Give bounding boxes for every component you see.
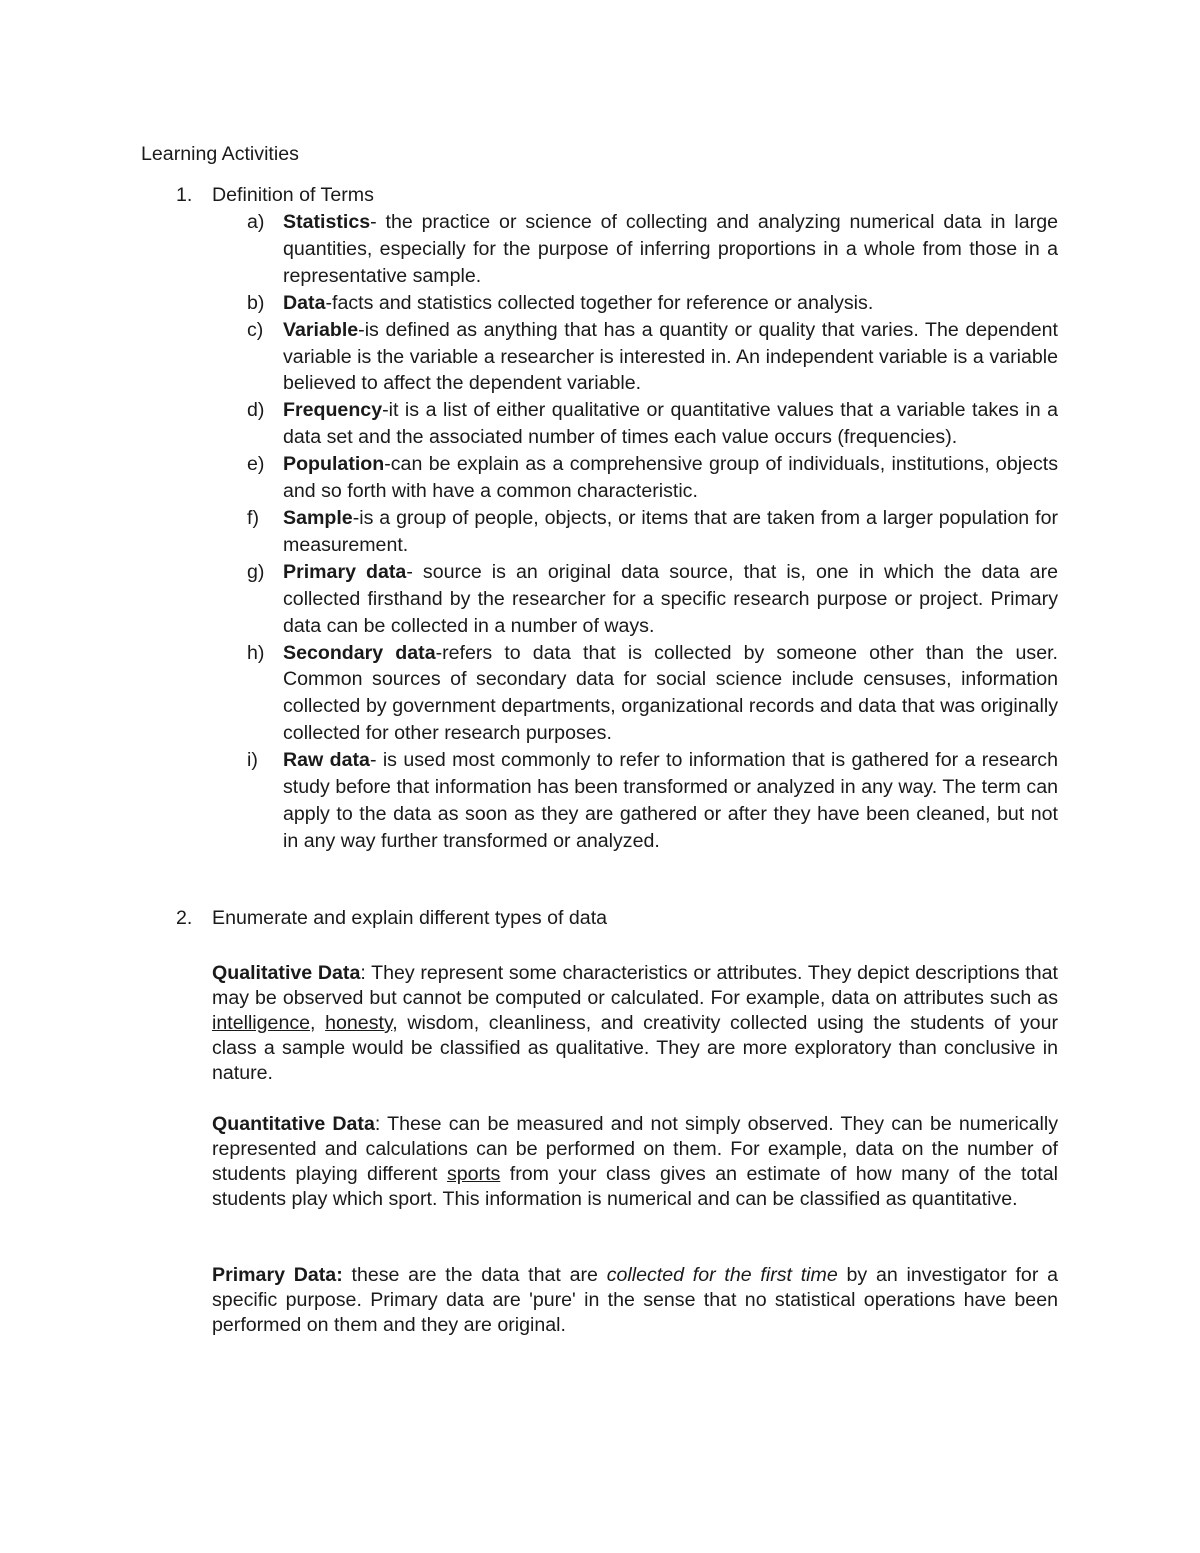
document-title: Learning Activities — [141, 143, 299, 165]
definition-text: - source is an original data source, that is, one in which the data are collected firsthand by the researcher for a specific research purpose or project. Primary data can be collected in a number of ways. — [283, 560, 1058, 637]
definition-item — [0, 209, 1058, 290]
quantitative-text-continued: from your class gives an estimate of how many of the total students play which sport. This information is numerical and can be classified as quantitative. — [212, 1163, 1059, 1210]
definition-letter: i) — [247, 749, 258, 772]
definition-text: -is defined as anything that has a quantity or quality that varies. The dependent variable is the variable a researcher is interested in. An independent variable is a variable believed to affect the dependent variable. — [283, 318, 1058, 395]
definition-letter: c) — [247, 318, 264, 341]
definition-term: Primary data — [283, 560, 407, 583]
quantitative-text: : These can be measured and not simply observed. They can be numerically represented and calculations can be performed on them. For example, data on the number of students playing different — [212, 1113, 1058, 1185]
definition-letter: h) — [247, 641, 265, 664]
definition-item — [0, 451, 1058, 505]
definition-item — [0, 397, 1058, 451]
primary-data-heading: Primary Data: — [212, 1264, 343, 1286]
section-1-number: 1. — [176, 184, 193, 206]
qualitative-separator: , — [310, 1012, 326, 1034]
qualitative-paragraph — [212, 961, 1058, 1086]
definition-list — [0, 209, 1200, 855]
quantitative-paragraph — [212, 1112, 1058, 1212]
definition-term: Variable — [283, 318, 359, 341]
quantitative-heading: Quantitative Data — [212, 1113, 375, 1135]
definition-text: -refers to data that is collected by someone other than the user. Common sources of secondary data for social science include censuses, information collected by government departments, organizational records and data that was originally collected for other research purposes. — [283, 641, 1058, 745]
definition-letter: g) — [247, 560, 265, 583]
honesty-link[interactable]: honesty — [325, 1012, 393, 1034]
definition-letter: d) — [247, 399, 265, 422]
definition-letter: b) — [247, 291, 265, 314]
primary-data-text-continued: by an investigator for a specific purpose. Primary data are 'pure' in the sense that no statistical operations have been performed on them and they are original. — [212, 1264, 1058, 1336]
definition-term: Frequency — [283, 399, 383, 422]
definition-text: -it is a list of either qualitative or quantitative values that a variable takes in a data set and the associated number of times each value occurs (frequencies). — [283, 399, 1058, 449]
primary-data-paragraph — [212, 1263, 1058, 1338]
definition-text: -facts and statistics collected together for reference or analysis. — [325, 291, 874, 314]
definition-letter: a) — [247, 211, 265, 233]
definition-letter: f) — [247, 506, 259, 529]
definition-term: Data — [283, 291, 326, 314]
section-2-heading: Enumerate and explain different types of data — [212, 907, 608, 929]
definition-term: Raw data — [283, 749, 370, 772]
definition-term: Sample — [283, 506, 353, 529]
primary-data-emphasis: collected for the first time — [606, 1264, 838, 1286]
qualitative-text-continued: , wisdom, cleanliness, and creativity collected using the students of your class a sample would be classified as qualitative. They are more exploratory than conclusive in nature. — [212, 1012, 1058, 1084]
definition-term: Population — [283, 453, 385, 476]
section-2-number: 2. — [176, 907, 193, 929]
definition-term: Statistics — [283, 211, 371, 233]
definition-item — [0, 559, 1058, 640]
definition-text: -is a group of people, objects, or items that are taken from a larger population for measurement. — [283, 506, 1058, 556]
intelligence-link[interactable]: intelligence — [212, 1012, 311, 1034]
primary-data-text: these are the data that are — [342, 1264, 607, 1286]
section-1-heading: Definition of Terms — [212, 184, 374, 206]
definition-text: - is used most commonly to refer to information that is gathered for a research study before that information has been transformed or analyzed in any way. The term can apply to the data as soon as they are gathered or after they have been cleaned, but not in any way further transformed or analyzed. — [283, 749, 1058, 852]
definition-letter: e) — [247, 453, 265, 476]
definition-item — [0, 505, 1058, 559]
definition-item — [0, 640, 1058, 748]
definition-term: Secondary data — [283, 641, 436, 664]
definition-item — [0, 290, 1058, 317]
definition-item — [0, 747, 1058, 855]
definition-text: -can be explain as a comprehensive group of individuals, institutions, objects and so forth with have a common characteristic. — [283, 453, 1058, 503]
qualitative-heading: Qualitative Data — [212, 962, 361, 984]
definition-item — [0, 317, 1058, 398]
definition-text: - the practice or science of collecting and analyzing numerical data in large quantities, especially for the purpose of inferring proportions in a whole from those in a representative sample. — [283, 211, 1058, 287]
qualitative-text: : They represent some characteristics or attributes. They depict descriptions that may be observed but cannot be computed or calculated. For example, data on attributes such as — [212, 962, 1058, 1009]
sports-link[interactable]: sports — [446, 1163, 501, 1185]
